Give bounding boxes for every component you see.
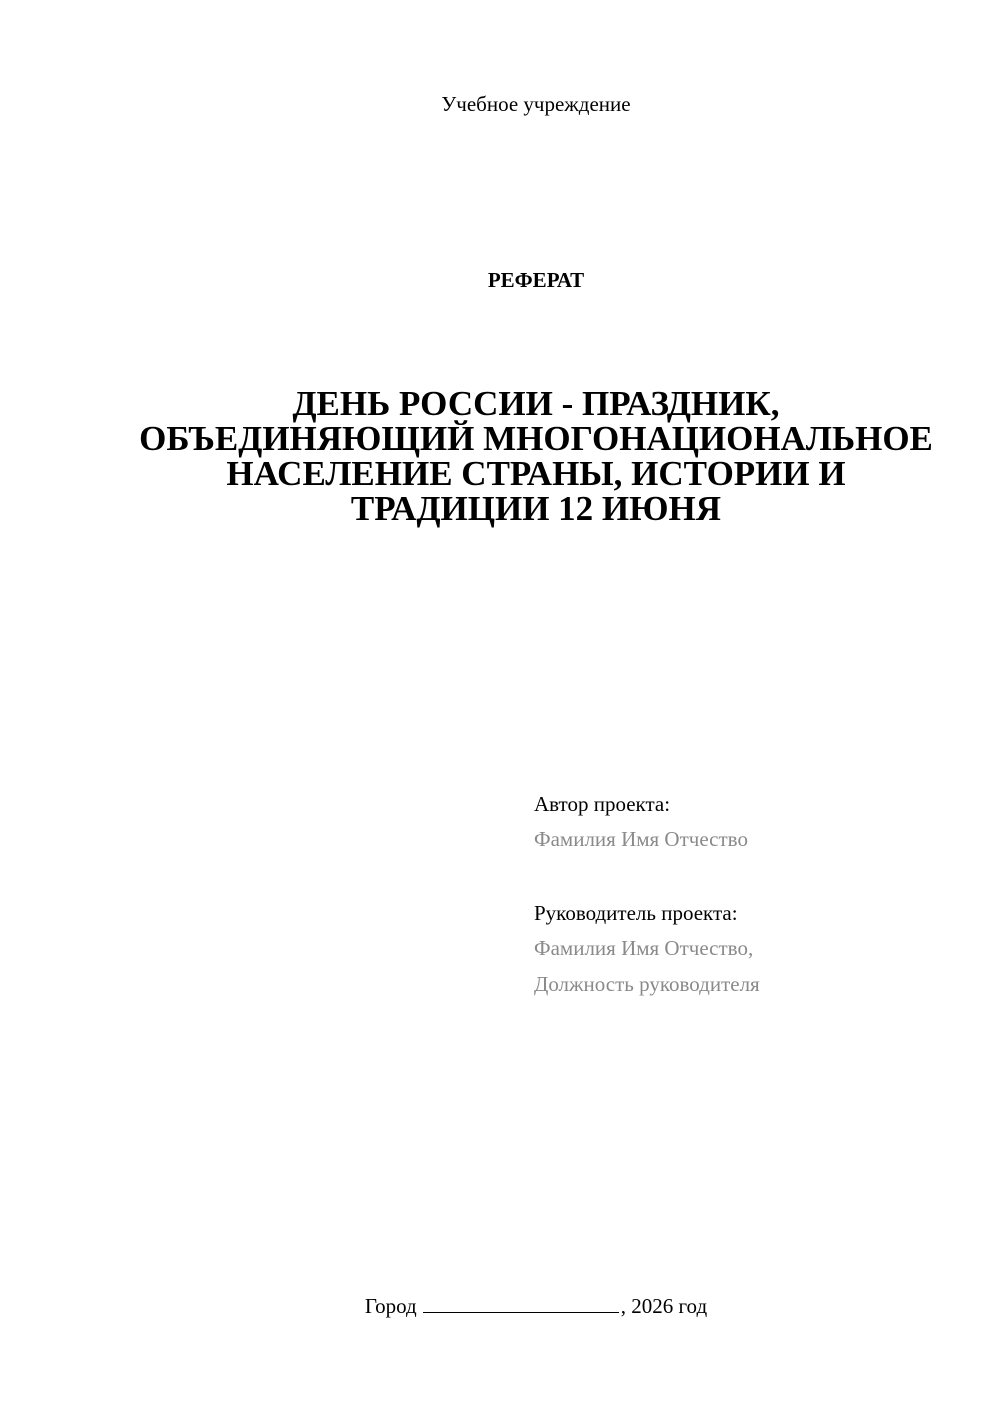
document-type: РЕФЕРАТ [487, 268, 585, 292]
supervisor-label: Руководитель проекта: [534, 901, 738, 925]
author-label: Автор проекта: [534, 792, 671, 816]
supervisor-name-placeholder: Фамилия Имя Отчество, [534, 936, 754, 960]
supervisor-position-placeholder: Должность руководителя [534, 972, 760, 996]
credits-block [534, 788, 974, 1002]
year-text: , 2026 год [620, 1294, 708, 1318]
author-block [534, 788, 974, 857]
institution-name: Учебное учреждение [441, 92, 631, 116]
document-title: ДЕНЬ РОССИИ - ПРАЗДНИК, ОБЪЕДИНЯЮЩИЙ МНОГОНАЦИОНАЛЬНОЕ НАСЕЛЕНИЕ СТРАНЫ, ИСТОРИИ И ТРАДИЦИИ 12 ИЮНЯ [139, 384, 933, 528]
city-blank-line [423, 1292, 619, 1313]
supervisor-block [534, 897, 974, 1002]
author-name-placeholder: Фамилия Имя Отчество [534, 827, 748, 851]
city-year-line [0, 1292, 1000, 1319]
city-label: Город [364, 1294, 417, 1318]
